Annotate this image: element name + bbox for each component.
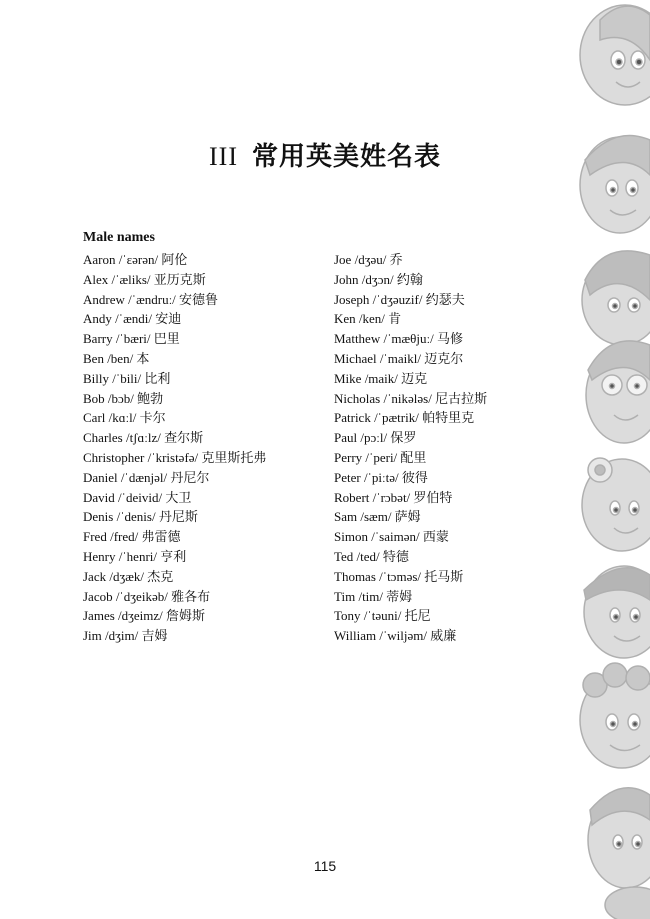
name-entry: Carl /kɑːl/ 卡尔: [83, 410, 166, 426]
name-entry: Peter /ˈpiːtə/ 彼得: [334, 469, 428, 485]
name-entry: Billy /ˈbili/ 比利: [83, 370, 171, 386]
name-entry: Jack /dʒæk/ 杰克: [83, 568, 174, 584]
name-entry: Joe /dʒəu/ 乔: [334, 252, 403, 267]
name-entry: Andrew /ˈændruː/ 安德鲁: [83, 291, 219, 307]
names-column-right: [334, 250, 574, 646]
name-entry: Christopher /ˈkristəfə/ 克里斯托弗: [83, 449, 267, 465]
name-entry: Patrick /ˈpætrik/ 帕特里克: [334, 410, 475, 426]
name-entry: Perry /ˈperi/ 配里: [334, 449, 427, 465]
name-entry: Michael /ˈmaikl/ 迈克尔: [334, 350, 464, 366]
name-entry: Nicholas /ˈnikələs/ 尼古拉斯: [334, 390, 488, 406]
name-entry: Bob /bɔb/ 鲍勃: [83, 390, 164, 406]
cartoon-kids-border-icon: [540, 0, 650, 919]
name-entry: Jim /dʒim/ 吉姆: [83, 628, 168, 644]
name-entry: Jacob /ˈdʒeikəb/ 雅各布: [83, 588, 211, 604]
name-entry: Andy /ˈændi/ 安迪: [83, 311, 182, 327]
section-heading: Male names: [83, 230, 155, 245]
name-entry: James /dʒeimz/ 詹姆斯: [83, 608, 206, 624]
name-entry: Barry /ˈbæri/ 巴里: [83, 331, 180, 347]
name-entry: Thomas /ˈtɔməs/ 托马斯: [334, 568, 464, 584]
name-entry: Ben /ben/ 本: [83, 350, 150, 366]
name-entry: Daniel /ˈdænjəl/ 丹尼尔: [83, 469, 210, 485]
name-entry: William /ˈwiljəm/ 威廉: [334, 628, 457, 644]
name-entry: Ted /ted/ 特德: [334, 548, 409, 564]
page-number: 115: [313, 858, 337, 874]
name-entry: Mike /maik/ 迈克: [334, 370, 428, 386]
name-entry: Ken /ken/ 肯: [334, 311, 402, 327]
name-entry: Denis /ˈdenis/ 丹尼斯: [83, 509, 198, 525]
name-entry: David /ˈdeivid/ 大卫: [83, 489, 192, 505]
appendix-title: 常用英美姓名表: [251, 142, 441, 172]
name-entry: Paul /pɔːl/ 保罗: [334, 430, 417, 446]
name-entry: Sam /sæm/ 萨姆: [334, 509, 421, 525]
names-column-left: [83, 250, 323, 646]
name-entry: Alex /ˈæliks/ 亚历克斯: [83, 271, 206, 287]
name-entry: Simon /ˈsaimən/ 西蒙: [334, 529, 449, 545]
name-entry: Tony /ˈtəuni/ 托尼: [334, 608, 431, 624]
name-entry: Joseph /ˈdʒəuzif/ 约瑟夫: [334, 291, 465, 307]
name-entry: John /dʒɔn/ 约翰: [334, 271, 423, 287]
name-entry: Tim /tim/ 蒂姆: [334, 588, 413, 604]
name-entry: Fred /fred/ 弗雷德: [83, 529, 181, 545]
name-entry: Henry /ˈhenri/ 亨利: [83, 548, 187, 564]
name-entry: Robert /ˈrɔbət/ 罗伯特: [334, 489, 453, 505]
name-entry: Aaron /ˈɛərən/ 阿伦: [83, 252, 188, 267]
name-entry: Matthew /ˈmæθjuː/ 马修: [334, 331, 463, 347]
name-entry: Charles /tʃɑːlz/ 查尔斯: [83, 430, 204, 446]
appendix-number: III: [209, 142, 238, 171]
